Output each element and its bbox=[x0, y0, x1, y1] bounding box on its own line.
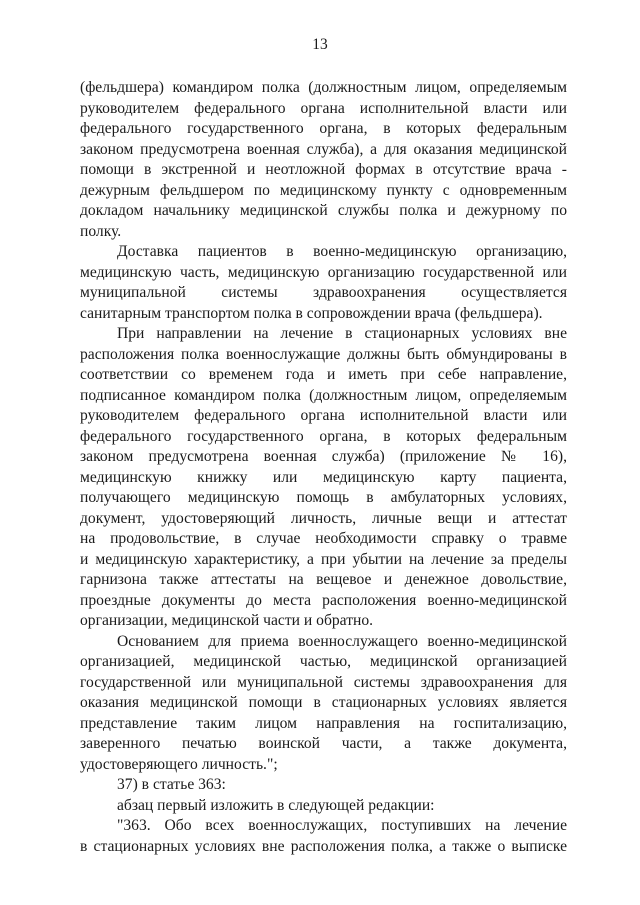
text-line: подписанное командиром полка (должностным лицом, определяемым bbox=[80, 386, 567, 404]
text-line: помощи в экстренной и неотложной формах в отсутствие врача - bbox=[80, 161, 567, 178]
text-line: муниципальной системы здравоохранения осуществляется bbox=[80, 284, 567, 301]
text-line: санитарным транспортом полка в сопровождении врача (фельдшера). bbox=[80, 304, 543, 322]
text-line: получающего медицинскую помощь в амбулаторных условиях, bbox=[80, 489, 567, 506]
text-line: абзац первый изложить в следующей редакции: bbox=[117, 796, 435, 814]
text-line: руководителем федерального органа исполнительной власти или bbox=[80, 407, 567, 424]
text-line: документ, удостоверяющий личность, личные вещи и аттестат bbox=[80, 509, 567, 527]
text-line: в стационарных условиях вне расположения полка, а также о выписке bbox=[80, 837, 567, 855]
text-line: При направлении на лечение в стационарных условиях вне bbox=[117, 325, 567, 342]
text-line: удостоверяющего личность."; bbox=[80, 755, 278, 773]
text-line: докладом начальнику медицинской службы полка и дежурному по bbox=[80, 202, 567, 219]
text-line: и медицинскую характеристику, а при убытии на лечение за пределы bbox=[80, 550, 567, 568]
text-line: дежурным фельдшером по медицинскому пункту с одновременным bbox=[80, 181, 567, 199]
text-line: Доставка пациентов в военно-медицинскую организацию, bbox=[117, 243, 567, 260]
text-line: заверенного печатью воинской части, а также документа, bbox=[80, 735, 567, 752]
text-line: федерального государственного органа, в которых федеральным bbox=[80, 120, 567, 137]
text-line: организацией, медицинской частью, медицинской организацией bbox=[80, 653, 567, 670]
body-text bbox=[80, 78, 567, 857]
text-line: полку. bbox=[80, 222, 122, 240]
text-line: федерального государственного органа, в которых федеральным bbox=[80, 427, 567, 445]
text-line: медицинскую книжку или медицинскую карту пациента, bbox=[80, 468, 567, 486]
text-line: государственной или муниципальной системы здравоохранения для bbox=[80, 673, 567, 691]
text-line: гарнизона также аттестаты на вещевое и денежное довольствие, bbox=[80, 571, 567, 588]
text-line: законом предусмотрена военная служба) (приложение № 16), bbox=[80, 448, 567, 465]
text-line: 37) в статье 363: bbox=[117, 776, 226, 793]
page-number: 13 bbox=[312, 36, 328, 53]
text-line: (фельдшера) командиром полка (должностным лицом, определяемым bbox=[80, 79, 567, 96]
text-line: оказания медицинской помощи в стационарных условиях является bbox=[80, 694, 567, 711]
text-line: медицинскую часть, медицинскую организацию государственной или bbox=[80, 263, 567, 281]
text-line: руководителем федерального органа исполнительной власти или bbox=[80, 99, 567, 117]
text-line: Основанием для приема военнослужащего военно-медицинской bbox=[117, 632, 567, 650]
text-line: представление таким лицом направления на госпитализацию, bbox=[80, 714, 567, 732]
text-line: "363. Обо всех военнослужащих, поступивших на лечение bbox=[117, 817, 567, 834]
text-line: проездные документы до места расположения военно-медицинской bbox=[80, 591, 567, 609]
text-line: на продовольствие, в случае необходимости справку о травме bbox=[80, 530, 567, 547]
text-line: расположения полка военнослужащие должны быть обмундированы в bbox=[80, 345, 567, 363]
text-line: соответствии со временем года и иметь при себе направление, bbox=[80, 366, 567, 383]
text-line: организации, медицинской части и обратно. bbox=[80, 612, 374, 629]
text-line: законом предусмотрена военная служба), а для оказания медицинской bbox=[80, 140, 567, 158]
